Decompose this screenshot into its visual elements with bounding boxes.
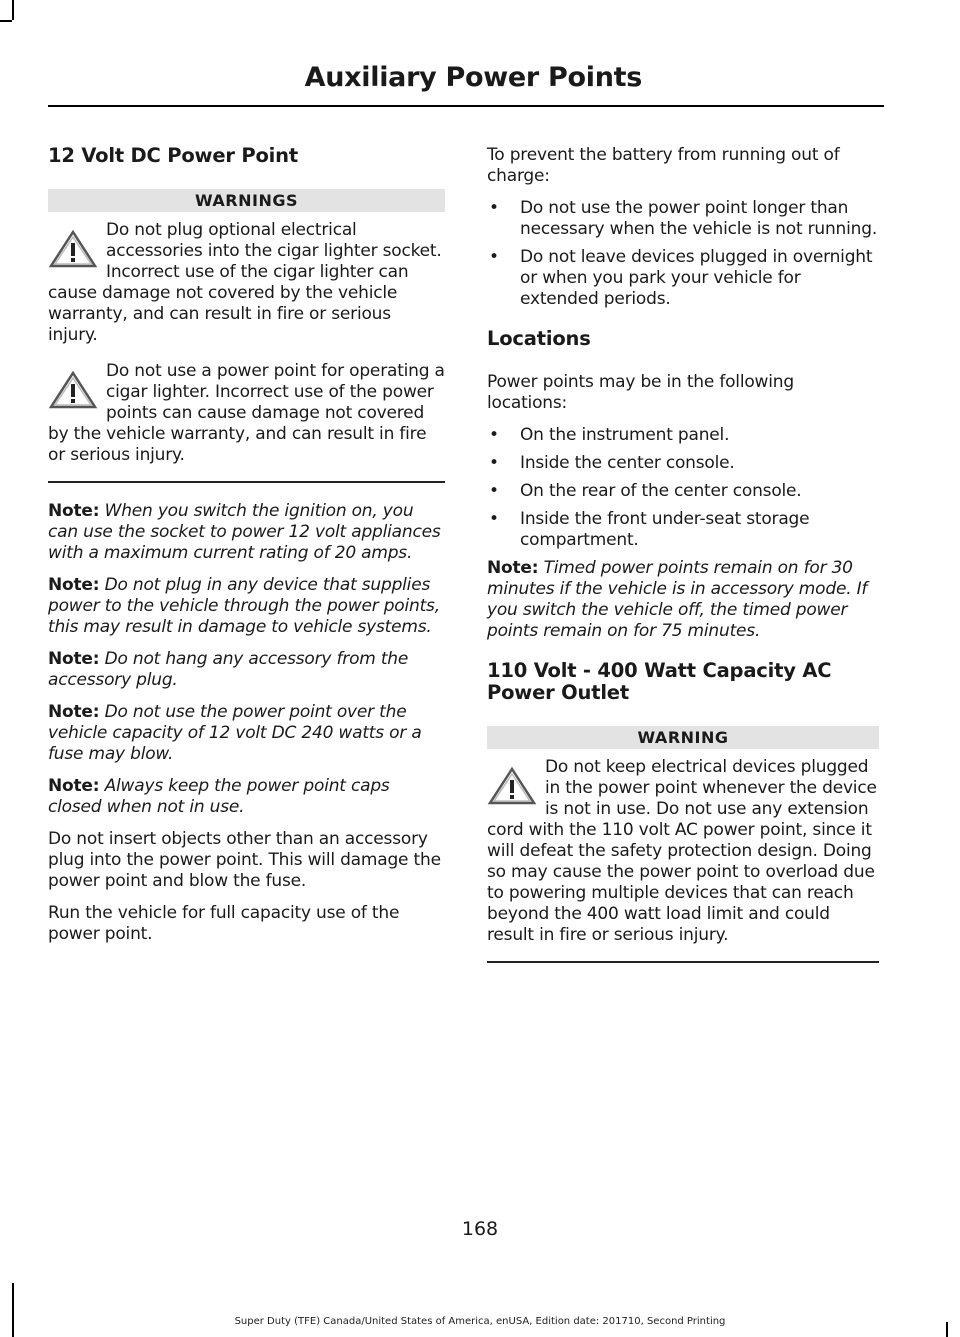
list-item: • Inside the center console.: [487, 453, 879, 474]
warning-item: [48, 220, 445, 346]
note-paragraph: Note: Always keep the power point caps closed when not in use.: [48, 776, 390, 817]
page-title: Auxiliary Power Points: [304, 62, 642, 93]
note-paragraph: Note: Do not plug in any device that supplies power to the vehicle through the power points, this may result in damage to vehicle systems.: [48, 575, 440, 637]
note-paragraph: Note: Do not use the power point over the vehicle capacity of 12 volt DC 240 watts or a fuse may blow.: [48, 702, 422, 764]
list-item: • On the instrument panel.: [487, 425, 879, 446]
note-paragraph: Note: Timed power points remain on for 30 minutes if the vehicle is in accessory mode. If you switch the vehicle off, the timed power points remain on for 75 minutes.: [487, 558, 868, 641]
title-divider: [48, 105, 884, 107]
warnings-label: WARNINGS: [48, 189, 445, 212]
body-paragraph: Run the vehicle for full capacity use of the power point.: [48, 903, 400, 944]
body-paragraph: Power points may be in the following locations:: [487, 372, 794, 413]
warning-label: WARNING: [487, 726, 879, 749]
list-item: • Inside the front under-seat storage compartment.: [487, 509, 879, 551]
warning-triangle-icon: [48, 369, 98, 409]
page-number: 168: [461, 1218, 499, 1240]
warning-text: Do not plug optional electrical accessories into the cigar lighter socket. Incorrect use of the cigar lighter can cause damage not covered by the vehicle warranty, and can result in fire or serious injury.: [48, 220, 442, 345]
warning-item: [48, 361, 445, 466]
section-heading-locations: Locations: [487, 327, 591, 350]
locations-bullet-list: [487, 425, 879, 551]
warnings-divider: [48, 481, 445, 483]
footer-edition: Super Duty (TFE) Canada/United States of America, enUSA, Edition date: 201710, Second Printing: [234, 1316, 726, 1327]
warning-item: [487, 757, 879, 946]
warning-divider: [487, 961, 879, 963]
crop-mark: [12, 1283, 14, 1337]
warning-triangle-icon: [487, 765, 537, 805]
right-column: [487, 145, 879, 981]
crop-mark: [12, 0, 14, 20]
left-column: [48, 145, 445, 956]
section-heading-ac-outlet: 110 Volt - 400 Watt Capacity AC Power Outlet: [487, 659, 832, 704]
list-item: • On the rear of the center console.: [487, 481, 879, 502]
body-paragraph: Do not insert objects other than an accessory plug into the power point. This will damage the power point and blow the fuse.: [48, 829, 441, 891]
note-paragraph: Note: Do not hang any accessory from the accessory plug.: [48, 649, 409, 690]
crop-mark: [0, 20, 12, 22]
note-paragraph: Note: When you switch the ignition on, you can use the socket to power 12 volt appliances with a maximum current rating of 20 amps.: [48, 501, 441, 563]
list-item: • Do not leave devices plugged in overnight or when you park your vehicle for extended periods.: [487, 247, 879, 310]
section-heading-12v: 12 Volt DC Power Point: [48, 144, 298, 167]
warning-text: Do not keep electrical devices plugged in the power point whenever the device is not in use. Do not use any extension cord with the 110 volt AC power point, since it will defeat the safety protection design. Doing so may cause the power point to overload due to powering multiple devices that can reach beyond the 400 watt load limit and could result in fire or serious injury.: [487, 757, 877, 945]
battery-bullet-list: [487, 198, 879, 310]
warning-text: Do not use a power point for operating a cigar lighter. Incorrect use of the power points can cause damage not covered by the vehicle warranty, and can result in fire or serious injury.: [48, 361, 445, 465]
body-paragraph: To prevent the battery from running out of charge:: [487, 145, 840, 186]
list-item: • Do not use the power point longer than necessary when the vehicle is not running.: [487, 198, 879, 240]
warning-triangle-icon: [48, 228, 98, 268]
